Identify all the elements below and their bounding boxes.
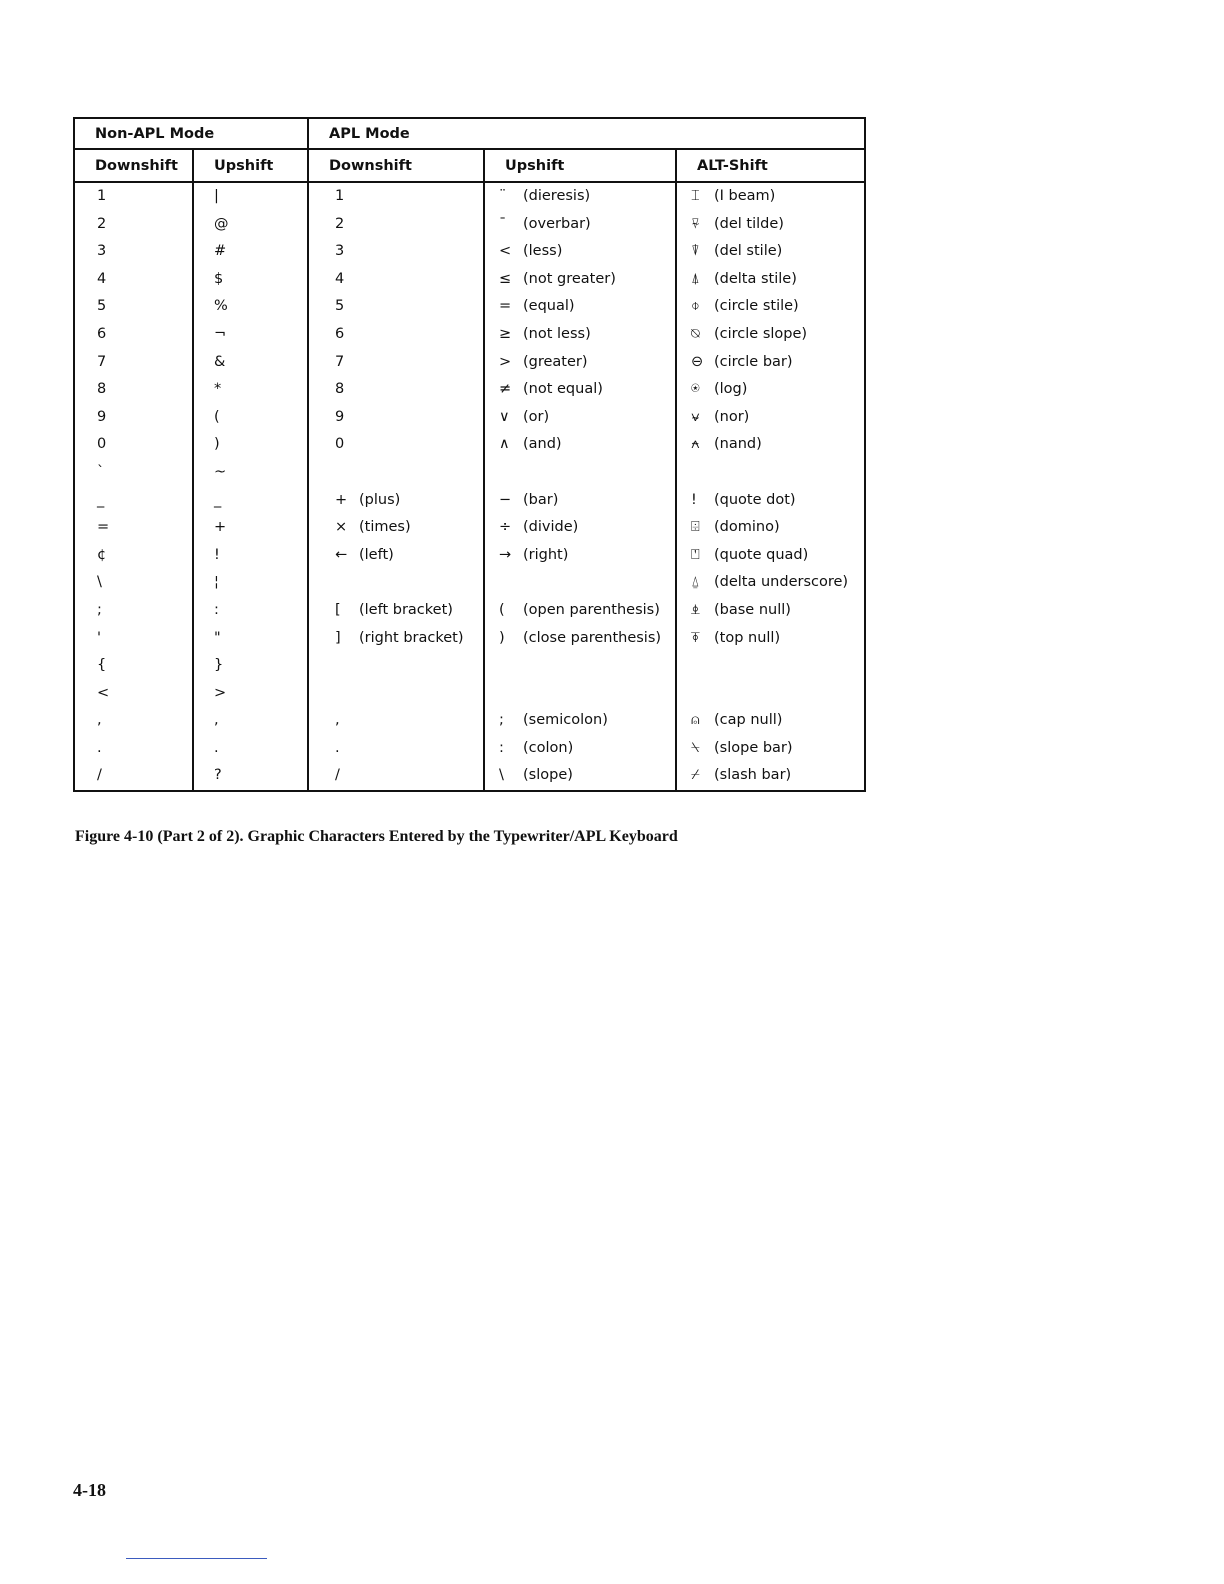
character-symbol: 8 bbox=[335, 381, 345, 398]
character-symbol: ⍲ bbox=[691, 436, 700, 453]
character-cell bbox=[309, 321, 483, 349]
character-cell bbox=[677, 735, 864, 763]
footer-rule bbox=[126, 1558, 267, 1559]
character-symbol: → bbox=[499, 546, 512, 563]
character-cell: ¢ bbox=[97, 546, 107, 563]
character-cell: } bbox=[214, 657, 224, 674]
character-symbol: × bbox=[335, 519, 348, 536]
character-cell: | bbox=[214, 188, 219, 204]
character-name: (colon) bbox=[523, 739, 574, 756]
character-symbol: ⍙ bbox=[691, 574, 700, 591]
character-symbol: ) bbox=[499, 629, 505, 646]
character-cell bbox=[309, 376, 483, 404]
character-cell bbox=[309, 762, 483, 790]
non-apl-mode-header: Non-APL Mode bbox=[74, 118, 308, 149]
character-symbol: 7 bbox=[335, 353, 345, 370]
character-cell bbox=[677, 266, 864, 294]
character-name: (I beam) bbox=[714, 188, 776, 204]
character-symbol: ≥ bbox=[499, 325, 512, 342]
character-name: (open parenthesis) bbox=[523, 601, 660, 618]
character-cell bbox=[309, 404, 483, 432]
character-cell bbox=[677, 652, 864, 680]
character-symbol: ⌹ bbox=[691, 519, 700, 536]
character-name: (not less) bbox=[523, 325, 591, 342]
character-cell bbox=[677, 569, 864, 597]
character-cell: 6 bbox=[97, 325, 107, 342]
character-cell bbox=[309, 211, 483, 239]
character-cell: ( bbox=[214, 408, 220, 425]
character-symbol: / bbox=[335, 767, 340, 784]
character-cell bbox=[309, 707, 483, 735]
character-cell bbox=[485, 293, 675, 321]
graphic-characters-table bbox=[73, 117, 866, 792]
character-cell bbox=[677, 597, 864, 625]
character-symbol: ≤ bbox=[499, 270, 512, 287]
figure-caption: Figure 4-10 (Part 2 of 2). Graphic Characters Entered by the Typewriter/APL Keyboard bbox=[75, 828, 678, 845]
character-name: (del stile) bbox=[714, 243, 783, 260]
character-symbol: . bbox=[335, 739, 340, 756]
character-cell bbox=[485, 652, 675, 680]
character-cell bbox=[309, 680, 483, 708]
character-name: (left) bbox=[359, 546, 394, 563]
character-symbol: \ bbox=[499, 767, 504, 784]
character-name: (del tilde) bbox=[714, 215, 784, 232]
character-cell: 5 bbox=[97, 298, 107, 315]
character-cell bbox=[309, 735, 483, 763]
character-cell: 1 bbox=[97, 188, 107, 204]
character-symbol: ⌽ bbox=[691, 298, 700, 315]
character-name: (circle bar) bbox=[714, 353, 793, 370]
apl-mode-header: APL Mode bbox=[308, 118, 865, 149]
character-name: (cap null) bbox=[714, 712, 783, 729]
character-cell: ) bbox=[214, 436, 220, 453]
character-cell bbox=[677, 404, 864, 432]
character-symbol: ⊖ bbox=[691, 353, 704, 370]
character-name: (bar) bbox=[523, 491, 559, 508]
character-cell bbox=[309, 569, 483, 597]
character-cell bbox=[309, 542, 483, 570]
character-symbol: : bbox=[499, 739, 504, 756]
character-cell bbox=[677, 459, 864, 487]
character-symbol: ⍱ bbox=[691, 408, 700, 425]
character-symbol: > bbox=[499, 353, 512, 370]
character-cell bbox=[677, 238, 864, 266]
character-symbol: ] bbox=[335, 629, 341, 646]
character-cell: @ bbox=[214, 215, 229, 232]
character-symbol: + bbox=[335, 491, 348, 508]
character-cell bbox=[309, 349, 483, 377]
character-symbol: ≠ bbox=[499, 381, 512, 398]
alt-shift-column bbox=[676, 182, 865, 791]
character-name: (less) bbox=[523, 243, 563, 260]
character-symbol: ⍝ bbox=[691, 712, 700, 729]
character-cell: / bbox=[97, 767, 102, 784]
character-cell bbox=[677, 762, 864, 790]
character-cell: * bbox=[214, 381, 222, 398]
character-cell: _ bbox=[214, 491, 222, 508]
character-cell bbox=[677, 514, 864, 542]
character-symbol: 1 bbox=[335, 188, 345, 204]
character-cell: ' bbox=[97, 629, 101, 646]
character-symbol: − bbox=[499, 491, 512, 508]
character-cell bbox=[485, 183, 675, 211]
character-cell bbox=[677, 349, 864, 377]
character-cell: . bbox=[214, 739, 219, 756]
character-cell bbox=[309, 183, 483, 211]
character-cell: > bbox=[214, 684, 227, 701]
character-cell bbox=[485, 762, 675, 790]
character-cell bbox=[485, 349, 675, 377]
character-symbol: = bbox=[499, 298, 512, 315]
character-cell bbox=[309, 514, 483, 542]
character-symbol: [ bbox=[335, 601, 341, 618]
character-cell: ¬ bbox=[214, 325, 227, 342]
character-name: (greater) bbox=[523, 353, 588, 370]
non-apl-upshift-header: Upshift bbox=[193, 149, 308, 182]
character-cell: < bbox=[97, 684, 110, 701]
character-symbol: 9 bbox=[335, 408, 345, 425]
character-symbol: 5 bbox=[335, 298, 345, 315]
apl-downshift-header: Downshift bbox=[308, 149, 484, 182]
character-symbol: ⌿ bbox=[691, 767, 700, 784]
character-name: (semicolon) bbox=[523, 712, 608, 729]
character-name: (not greater) bbox=[523, 270, 616, 287]
character-symbol: ; bbox=[499, 712, 504, 729]
character-cell bbox=[309, 597, 483, 625]
character-name: (or) bbox=[523, 408, 550, 425]
character-symbol: ⌶ bbox=[691, 188, 700, 204]
character-cell bbox=[677, 293, 864, 321]
character-name: (log) bbox=[714, 381, 748, 398]
character-name: (quote dot) bbox=[714, 491, 796, 508]
character-cell bbox=[309, 487, 483, 515]
character-symbol: ⍋ bbox=[691, 270, 700, 287]
character-symbol: ÷ bbox=[499, 519, 512, 536]
character-symbol: ⍞ bbox=[691, 546, 700, 563]
apl-upshift-header: Upshift bbox=[484, 149, 676, 182]
character-cell bbox=[677, 183, 864, 211]
shift-header-row bbox=[74, 149, 865, 182]
character-cell: ? bbox=[214, 767, 222, 784]
character-name: (times) bbox=[359, 519, 411, 536]
character-symbol: 3 bbox=[335, 243, 345, 260]
character-cell: _ bbox=[97, 491, 105, 508]
character-name: (left bracket) bbox=[359, 601, 453, 618]
character-cell: % bbox=[214, 298, 228, 315]
character-cell: , bbox=[214, 712, 219, 729]
character-symbol: < bbox=[499, 243, 512, 260]
character-name: (quote quad) bbox=[714, 546, 809, 563]
mode-header-row bbox=[74, 118, 865, 149]
alt-shift-header: ALT-Shift bbox=[676, 149, 865, 182]
character-cell bbox=[309, 238, 483, 266]
character-cell bbox=[485, 238, 675, 266]
character-cell bbox=[485, 487, 675, 515]
character-symbol: ⍫ bbox=[691, 215, 700, 232]
character-cell bbox=[485, 569, 675, 597]
character-cell bbox=[485, 514, 675, 542]
character-cell bbox=[677, 376, 864, 404]
character-cell: , bbox=[97, 712, 102, 729]
character-cell bbox=[485, 542, 675, 570]
character-name: (dieresis) bbox=[523, 188, 591, 204]
character-cell bbox=[485, 459, 675, 487]
character-name: (right bracket) bbox=[359, 629, 464, 646]
character-name: (domino) bbox=[714, 519, 780, 536]
character-cell: 9 bbox=[97, 408, 107, 425]
character-name: (circle slope) bbox=[714, 325, 808, 342]
character-cell: # bbox=[214, 243, 227, 260]
apl-downshift-column bbox=[308, 182, 484, 791]
character-cell: 8 bbox=[97, 381, 107, 398]
character-cell bbox=[485, 625, 675, 653]
character-name: (not equal) bbox=[523, 381, 603, 398]
character-symbol: ∨ bbox=[499, 408, 510, 425]
character-name: (right) bbox=[523, 546, 569, 563]
character-cell: " bbox=[214, 629, 221, 646]
character-symbol: ⍀ bbox=[691, 739, 700, 756]
character-cell bbox=[677, 211, 864, 239]
character-name: (nand) bbox=[714, 436, 762, 453]
character-cell bbox=[677, 680, 864, 708]
character-symbol: , bbox=[335, 712, 340, 729]
character-name: (slope) bbox=[523, 767, 573, 784]
character-symbol: ! bbox=[691, 491, 697, 508]
character-name: (top null) bbox=[714, 629, 781, 646]
character-cell bbox=[677, 321, 864, 349]
character-name: (divide) bbox=[523, 519, 579, 536]
character-name: (circle stile) bbox=[714, 298, 799, 315]
character-cell: { bbox=[97, 657, 107, 674]
character-cell: : bbox=[214, 601, 219, 618]
character-body-row bbox=[74, 182, 865, 791]
character-cell: . bbox=[97, 739, 102, 756]
character-cell bbox=[485, 735, 675, 763]
character-cell bbox=[485, 321, 675, 349]
character-cell: $ bbox=[214, 270, 224, 287]
character-symbol: ¯ bbox=[499, 215, 507, 232]
character-name: (delta stile) bbox=[714, 270, 797, 287]
character-name: (close parenthesis) bbox=[523, 629, 662, 646]
character-cell bbox=[485, 211, 675, 239]
character-name: (equal) bbox=[523, 298, 575, 315]
character-cell: ¦ bbox=[214, 574, 219, 591]
character-cell: ` bbox=[97, 463, 105, 480]
character-cell: \ bbox=[97, 574, 102, 591]
character-name: (slash bar) bbox=[714, 767, 792, 784]
character-cell bbox=[677, 431, 864, 459]
character-name: (nor) bbox=[714, 408, 750, 425]
character-cell bbox=[309, 293, 483, 321]
character-name: (and) bbox=[523, 436, 562, 453]
character-cell: 2 bbox=[97, 215, 107, 232]
character-cell bbox=[309, 459, 483, 487]
character-cell: 3 bbox=[97, 243, 107, 260]
character-cell bbox=[485, 680, 675, 708]
character-name: (slope bar) bbox=[714, 739, 793, 756]
character-cell bbox=[485, 404, 675, 432]
character-symbol: ⍒ bbox=[691, 243, 700, 260]
character-cell bbox=[309, 431, 483, 459]
character-symbol: ⍉ bbox=[691, 325, 700, 342]
character-name: (delta underscore) bbox=[714, 574, 849, 591]
character-cell bbox=[485, 707, 675, 735]
character-symbol: ⍎ bbox=[691, 601, 700, 618]
character-cell: + bbox=[214, 519, 227, 536]
character-cell bbox=[677, 707, 864, 735]
character-cell bbox=[485, 431, 675, 459]
character-symbol: 0 bbox=[335, 436, 345, 453]
character-cell: ~ bbox=[214, 463, 227, 480]
character-cell bbox=[309, 625, 483, 653]
character-cell bbox=[485, 266, 675, 294]
character-cell: & bbox=[214, 353, 226, 370]
non-apl-downshift-column bbox=[74, 182, 193, 791]
character-cell bbox=[485, 597, 675, 625]
character-cell bbox=[309, 266, 483, 294]
character-cell: 0 bbox=[97, 436, 107, 453]
character-name: (plus) bbox=[359, 491, 401, 508]
character-name: (overbar) bbox=[523, 215, 591, 232]
character-cell: 4 bbox=[97, 270, 107, 287]
non-apl-upshift-column bbox=[193, 182, 308, 791]
character-cell: 7 bbox=[97, 353, 107, 370]
character-name: (base null) bbox=[714, 601, 791, 618]
character-cell bbox=[309, 652, 483, 680]
character-symbol: ( bbox=[499, 601, 505, 618]
character-symbol: 2 bbox=[335, 215, 345, 232]
character-cell: = bbox=[97, 519, 110, 536]
character-cell: ; bbox=[97, 601, 102, 618]
character-symbol: ∧ bbox=[499, 436, 510, 453]
character-cell bbox=[677, 542, 864, 570]
non-apl-downshift-header: Downshift bbox=[74, 149, 193, 182]
character-cell bbox=[677, 625, 864, 653]
character-cell: ! bbox=[214, 546, 220, 563]
character-symbol: 6 bbox=[335, 325, 345, 342]
character-symbol: 4 bbox=[335, 270, 345, 287]
character-symbol: ⍟ bbox=[691, 381, 700, 398]
page-number: 4-18 bbox=[73, 1480, 106, 1500]
apl-upshift-column bbox=[484, 182, 676, 791]
character-cell bbox=[485, 376, 675, 404]
character-symbol: ← bbox=[335, 546, 348, 563]
character-symbol: ¨ bbox=[499, 188, 507, 204]
character-symbol: ⍕ bbox=[691, 629, 700, 646]
character-cell bbox=[677, 487, 864, 515]
